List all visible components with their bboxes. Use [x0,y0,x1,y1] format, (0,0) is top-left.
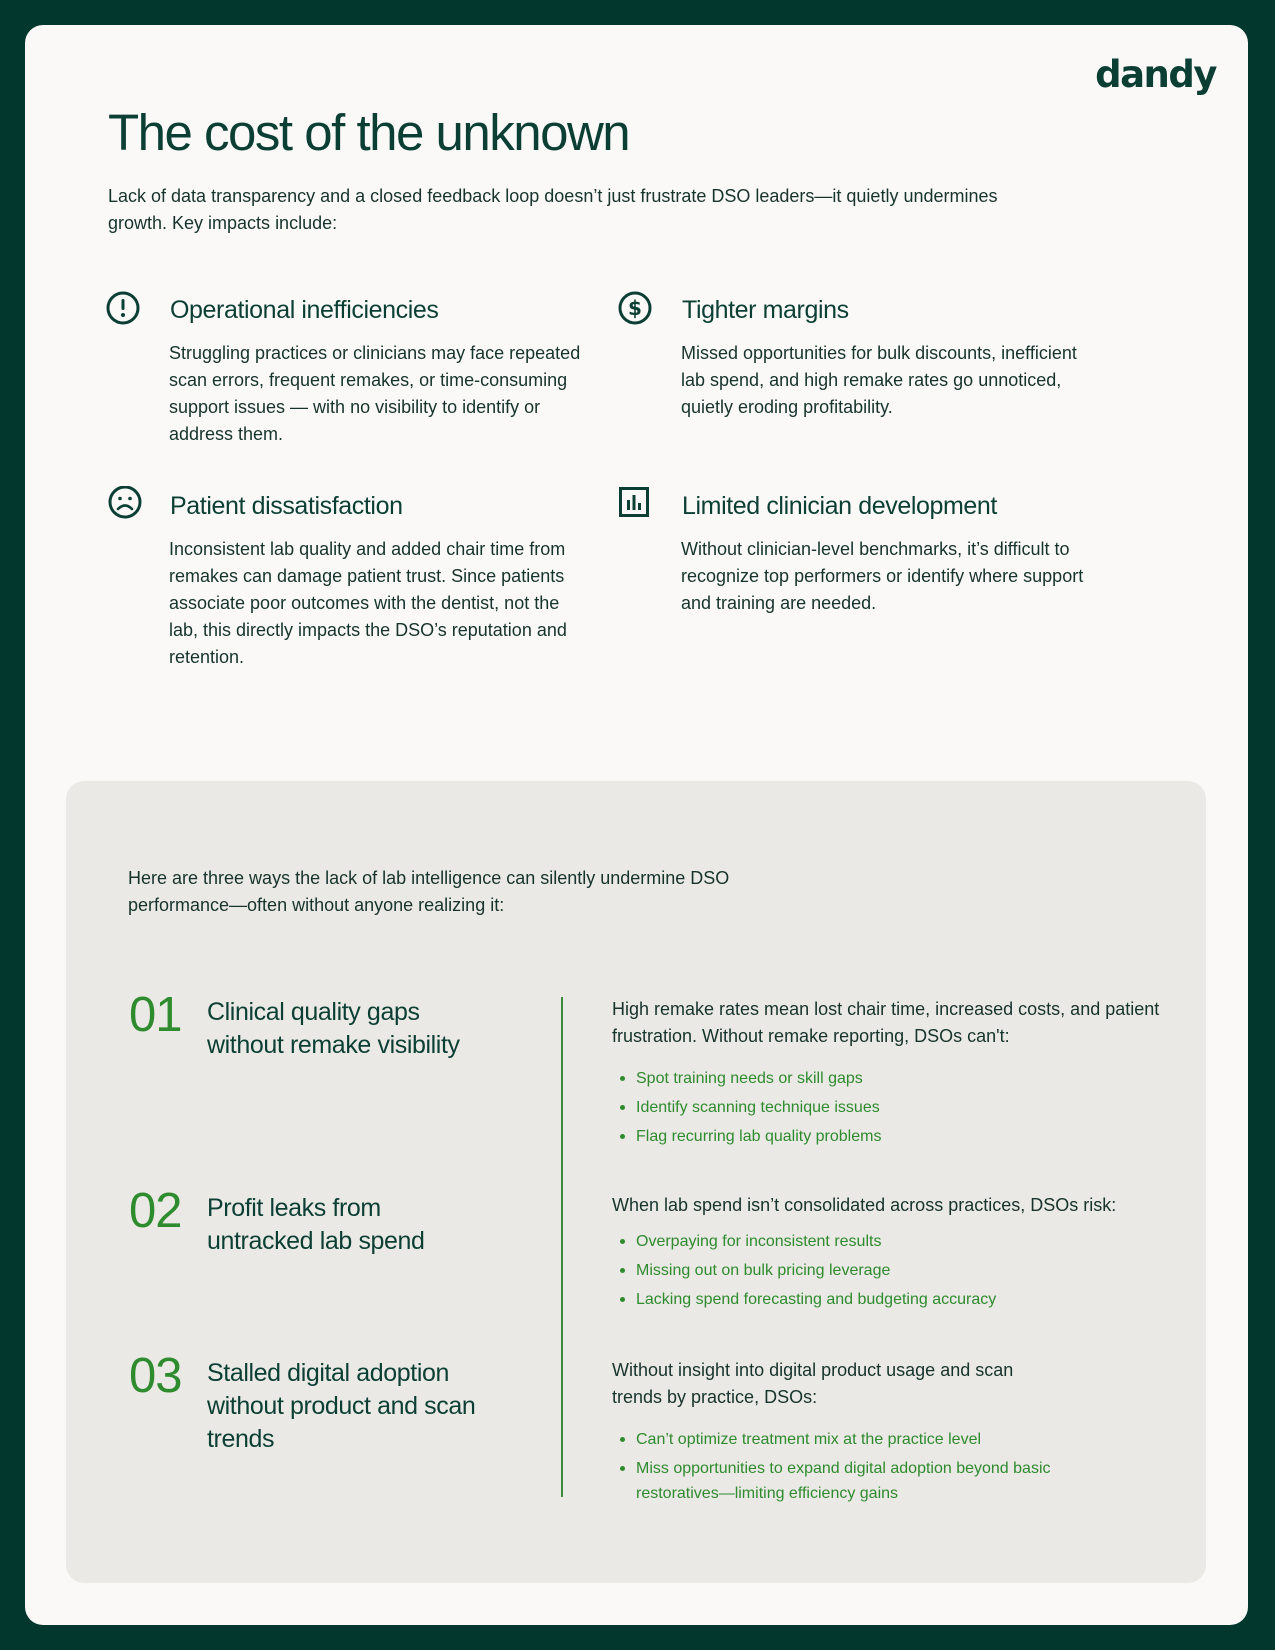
panel-intro: Here are three ways the lack of lab intelligence can silently undermine DSO performance—often without anyone realizing it: [128,868,730,915]
issue-title: Stalled digital adoption without product and scan trends [207,1359,476,1453]
issue-description: When lab spend isn’t consolidated across practices, DSOs risk: [612,1195,1117,1215]
sad-face-icon [105,486,145,526]
three-ways-panel [66,781,1206,1583]
impact-title: Tighter margins [682,296,849,324]
dollar-circle-icon [617,290,657,330]
divider-line [561,997,563,1497]
svg-text:$: $ [628,296,642,320]
impact-title: Operational inefficiencies [170,296,439,324]
issue-number: 01 [129,988,182,1042]
list-item: Flag recurring lab quality problems [612,1124,1152,1149]
impact-body: Without clinician-level benchmarks, it’s difficult to recognize top performers or identify where support and training are needed. [681,539,1084,613]
list-item: Spot training needs or skill gaps [612,1066,1152,1091]
issue-description: Without insight into digital product usage and scan trends by practice, DSOs: [612,1360,1014,1407]
list-item: Can’t optimize treatment mix at the practice level [612,1427,1112,1452]
bar-chart-icon [617,486,657,526]
dandy-logo: dandy [1095,53,1216,96]
issue-number: 02 [129,1184,182,1238]
list-item: Miss opportunities to expand digital adoption beyond basic restoratives—limiting efficiency gains [612,1456,1112,1506]
impact-title: Limited clinician development [682,492,997,520]
issue-number: 03 [129,1349,182,1403]
impact-title: Patient dissatisfaction [170,492,403,520]
issue-bullets [612,1427,1112,1510]
alert-circle-icon [105,290,145,330]
list-item: Missing out on bulk pricing leverage [612,1258,1152,1283]
issue-title: Clinical quality gaps without remake visibility [207,998,460,1059]
document-page [25,25,1248,1625]
issue-description: High remake rates mean lost chair time, increased costs, and patient frustration. Without remake reporting, DSOs can't: [612,999,1160,1046]
issue-title: Profit leaks from untracked lab spend [207,1194,425,1255]
impact-body: Missed opportunities for bulk discounts, inefficient lab spend, and high remake rates go unnoticed, quietly eroding profitability. [681,343,1077,417]
page-title: The cost of the unknown [108,104,630,161]
list-item: Overpaying for inconsistent results [612,1229,1152,1254]
issue-bullets [612,1066,1152,1153]
list-item: Lacking spend forecasting and budgeting accuracy [612,1287,1152,1312]
page-intro: Lack of data transparency and a closed feedback loop doesn’t just frustrate DSO leaders—it quietly undermines growth. Key impacts include: [108,186,998,233]
issue-bullets [612,1229,1152,1316]
impact-body: Struggling practices or clinicians may face repeated scan errors, frequent remakes, or time-consuming support issues — with no visibility to identify or address them. [169,343,581,444]
impact-body: Inconsistent lab quality and added chair time from remakes can damage patient trust. Since patients associate poor outcomes with the dentist, not the lab, this directly impacts the DSO’s reputation and retention. [169,539,567,667]
list-item: Identify scanning technique issues [612,1095,1152,1120]
